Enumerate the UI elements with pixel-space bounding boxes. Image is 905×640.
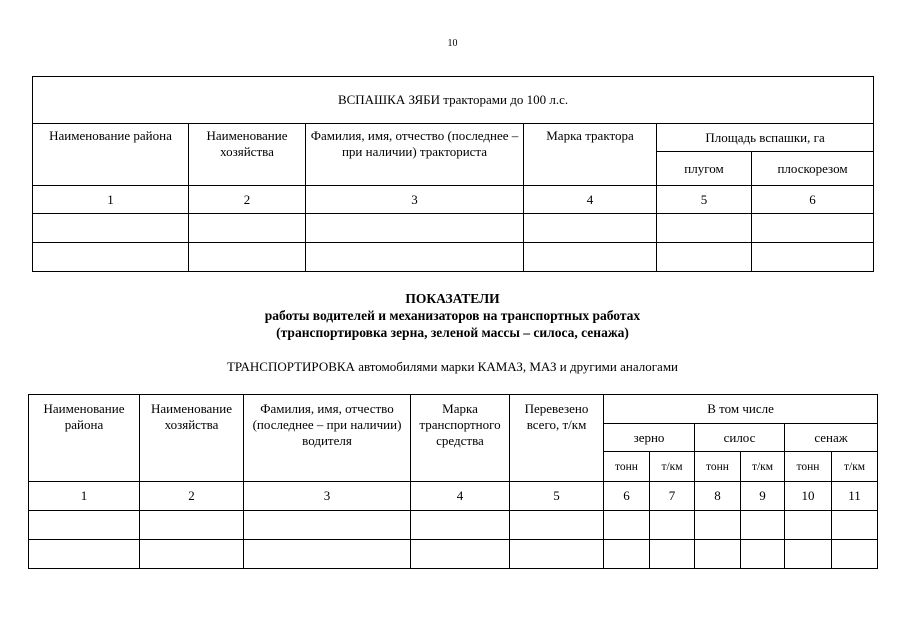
table-row (33, 214, 874, 243)
empty-cell[interactable] (650, 511, 695, 540)
plowing-table-title: ВСПАШКА ЗЯБИ тракторами до 100 л.с. (33, 77, 874, 124)
header-tractor-driver: Фамилия, имя, отчество (последнее – при наличии) тракториста (306, 124, 524, 186)
empty-cell[interactable] (650, 540, 695, 569)
header-plow: плугом (657, 152, 752, 186)
header-tons: тонн (695, 452, 741, 482)
header-farm: Наименование хозяйства (189, 124, 306, 186)
empty-cell[interactable] (29, 540, 140, 569)
empty-cell[interactable] (695, 511, 741, 540)
table-row (29, 540, 878, 569)
indicators-subheading: работы водителей и механизаторов на транспортных работах (264, 308, 641, 323)
indicators-subheading-2: (транспортировка зерна, зеленой массы – силоса, сенажа) (276, 325, 629, 340)
empty-cell[interactable] (657, 214, 752, 243)
empty-cell[interactable] (785, 511, 832, 540)
column-number: 2 (140, 482, 244, 511)
column-number: 11 (832, 482, 878, 511)
column-number: 9 (741, 482, 785, 511)
header-haylage: сенаж (785, 424, 878, 452)
empty-cell[interactable] (510, 511, 604, 540)
empty-cell[interactable] (411, 511, 510, 540)
column-number: 1 (33, 186, 189, 214)
empty-cell[interactable] (140, 540, 244, 569)
empty-cell[interactable] (33, 214, 189, 243)
header-farm: Наименование хозяйства (140, 395, 244, 482)
header-district: Наименование района (29, 395, 140, 482)
column-number: 2 (189, 186, 306, 214)
empty-cell[interactable] (604, 540, 650, 569)
column-number-row (29, 482, 878, 511)
header-flat-cutter: плоскорезом (752, 152, 874, 186)
plowing-table (32, 76, 874, 272)
header-ton-km: т/км (741, 452, 785, 482)
empty-cell[interactable] (832, 540, 878, 569)
header-ton-km: т/км (650, 452, 695, 482)
table-row (29, 511, 878, 540)
transport-table (28, 394, 878, 569)
empty-cell[interactable] (510, 540, 604, 569)
empty-cell[interactable] (306, 214, 524, 243)
empty-cell[interactable] (524, 214, 657, 243)
empty-cell[interactable] (695, 540, 741, 569)
column-number: 5 (657, 186, 752, 214)
header-tons: тонн (604, 452, 650, 482)
header-including: В том числе (604, 395, 878, 424)
empty-cell[interactable] (741, 511, 785, 540)
header-grain: зерно (604, 424, 695, 452)
empty-cell[interactable] (189, 243, 306, 272)
header-plowing-area: Площадь вспашки, га (657, 124, 874, 152)
empty-cell[interactable] (306, 243, 524, 272)
column-number: 5 (510, 482, 604, 511)
column-number: 4 (411, 482, 510, 511)
column-number: 3 (306, 186, 524, 214)
empty-cell[interactable] (741, 540, 785, 569)
header-district: Наименование района (33, 124, 189, 186)
header-vehicle-brand: Марка транспортного средства (411, 395, 510, 482)
header-tons: тонн (785, 452, 832, 482)
column-number-row (33, 186, 874, 214)
empty-cell[interactable] (785, 540, 832, 569)
empty-cell[interactable] (657, 243, 752, 272)
empty-cell[interactable] (29, 511, 140, 540)
transport-section-title: ТРАНСПОРТИРОВКА автомобилями марки КАМАЗ, МАЗ и другими аналогами (226, 359, 679, 374)
column-number: 4 (524, 186, 657, 214)
empty-cell[interactable] (244, 511, 411, 540)
header-ton-km: т/км (832, 452, 878, 482)
empty-cell[interactable] (140, 511, 244, 540)
column-number: 3 (244, 482, 411, 511)
empty-cell[interactable] (33, 243, 189, 272)
header-silage: силос (695, 424, 785, 452)
empty-cell[interactable] (244, 540, 411, 569)
empty-cell[interactable] (604, 511, 650, 540)
column-number: 8 (695, 482, 741, 511)
page-number: 10 (447, 38, 458, 49)
header-driver: Фамилия, имя, отчество (последнее – при наличии) водителя (244, 395, 411, 482)
column-number: 1 (29, 482, 140, 511)
empty-cell[interactable] (524, 243, 657, 272)
empty-cell[interactable] (411, 540, 510, 569)
empty-cell[interactable] (752, 243, 874, 272)
column-number: 6 (752, 186, 874, 214)
header-total-transported: Перевезено всего, т/км (510, 395, 604, 482)
column-number: 10 (785, 482, 832, 511)
table-row (33, 243, 874, 272)
indicators-heading: ПОКАЗАТЕЛИ (405, 291, 500, 306)
column-number: 7 (650, 482, 695, 511)
empty-cell[interactable] (832, 511, 878, 540)
column-number: 6 (604, 482, 650, 511)
empty-cell[interactable] (189, 214, 306, 243)
empty-cell[interactable] (752, 214, 874, 243)
header-tractor-brand: Марка трактора (524, 124, 657, 186)
